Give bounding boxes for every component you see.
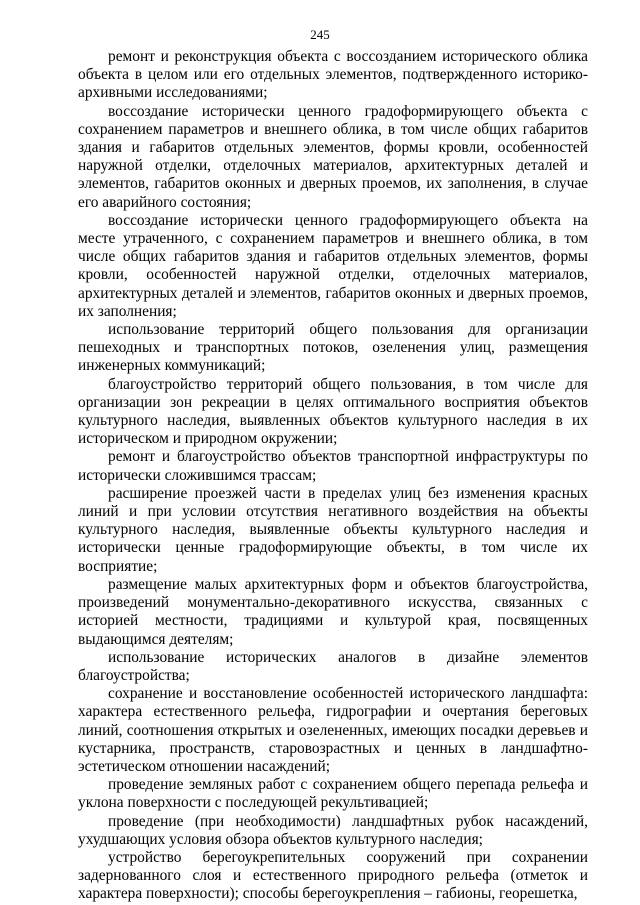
page-number: 245 bbox=[310, 27, 330, 42]
paragraph: проведение (при необходимости) ландшафтных рубок насаждений, ухудшающих условия обзора объектов культурного наследия; bbox=[78, 812, 588, 848]
document-body bbox=[78, 48, 588, 904]
paragraph: расширение проезжей части в пределах улиц без изменения красных линий и при условии отсутствия негативного воздействия на объекты культурного наследия, выявленные объекты культурного наследия и исторически ценные градоформирующие объекты, в том числе их восприятие; bbox=[78, 484, 588, 575]
paragraph: проведение земляных работ с сохранением общего перепада рельефа и уклона поверхности с последующей рекультивацией; bbox=[78, 776, 588, 812]
paragraph: использование территорий общего пользования для организации пешеходных и транспортных потоков, озеленения улиц, размещения инженерных коммуникаций; bbox=[78, 321, 588, 375]
paragraph: воссоздание исторически ценного градоформирующего объекта на месте утраченного, с сохранением параметров и внешнего облика, в том числе общих габаритов здания и габаритов отдельных элементов, формы кровли, особенностей наружной отделки, отделочных материалов, архитектурных деталей и элементов, габаритов оконных и дверных проемов, их заполнения; bbox=[78, 211, 588, 320]
paragraph: сохранение и восстановление особенностей исторического ландшафта: характера естественного рельефа, гидрографии и очертания береговых линий, соотношения открытых и озелененных, имеющих посадки деревьев и кустарника, пространств, старовозрастных и ценных в ландшафтно-эстетическом отношении насаждений; bbox=[78, 685, 588, 775]
paragraph: ремонт и благоустройство объектов транспортной инфраструктуры по исторически сложившимся трассам; bbox=[78, 448, 588, 484]
paragraph: воссоздание исторически ценного градоформирующего объекта с сохранением параметров и внешнего облика, в том числе общих габаритов здания и габаритов отдельных элементов, формы кровли, особенностей наружной отделки, отделочных материалов, архитектурных деталей и элементов, габаритов оконных и дверных проемов, их заполнения, в случае его аварийного состояния; bbox=[78, 102, 588, 211]
paragraph: устройство берегоукрепительных сооружений при сохранении задернованного слоя и естественного природного рельефа (отметок и характера поверхности); способы берегоукрепления – габионы, георешетка, bbox=[78, 848, 588, 903]
paragraph: ремонт и реконструкция объекта с воссозданием исторического облика объекта в целом или его отдельных элементов, подтвержденного историко-архивными исследованиями; bbox=[78, 48, 588, 102]
paragraph: размещение малых архитектурных форм и объектов благоустройства, произведений монументально-декоративного искусства, связанных с историей местности, традициями и культурой края, посвященных выдающимся деятелям; bbox=[78, 575, 588, 648]
paragraph: благоустройство территорий общего пользования, в том числе для организации зон рекреации в целях оптимального восприятия объектов культурного наследия, выявленных объектов культурного наследия в их историческом и природном окружении; bbox=[78, 375, 588, 448]
paragraph: использование исторических аналогов в дизайне элементов благоустройства; bbox=[78, 648, 588, 684]
